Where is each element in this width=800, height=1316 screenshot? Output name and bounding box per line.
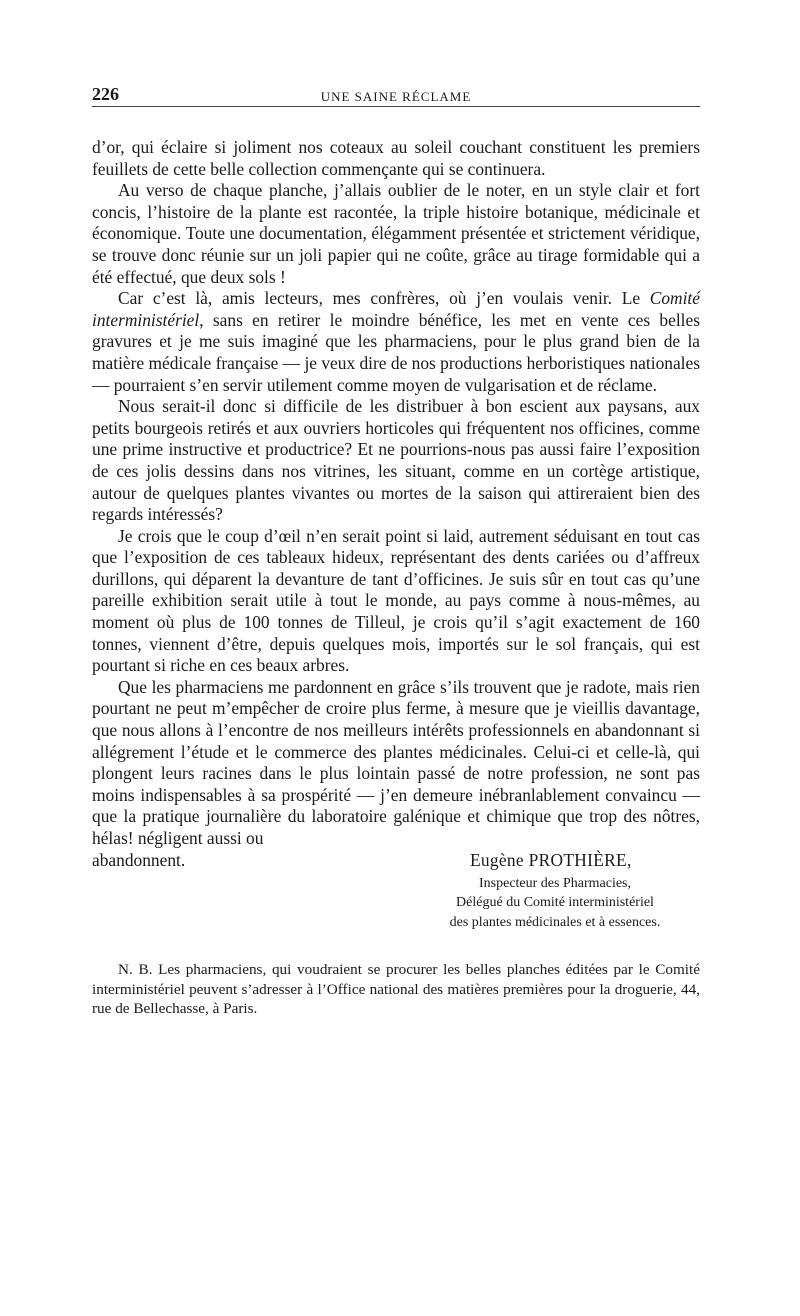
page-header: [92, 80, 700, 107]
page-number: 226: [92, 84, 119, 104]
paragraph-3-end: , sans en retirer le moindre bénéfice, les met en vente ces belles gravures et je me suis imaginé que les pharmaciens, pour le plus grand bien de la matière médicale française — je veux dire de nos productions herboristiques nationales — pourraient s’en servir utilement comme moyen de vulgarisation et de réclame.: [92, 309, 700, 395]
closing-word: abandonnent.: [92, 849, 186, 870]
running-title: UNE SAINE RÉCLAME: [320, 89, 472, 104]
author-titles: [92, 874, 700, 933]
author-title-3: des plantes médicinales et à essences.: [449, 914, 661, 930]
author-title-1: Inspecteur des Pharmacies,: [479, 875, 631, 891]
paragraph-3: [92, 288, 700, 396]
footnote-nb: N. B. Les pharmaciens, qui voudraient se procurer les belles planches éditées par le Comité interministériel peuvent s’adresser à l’Office national des matières premières pour la droguerie, 44, rue de Bellechasse, à Paris.: [92, 961, 700, 1017]
comite-interministeriel-italic: Comité interministériel: [92, 288, 700, 330]
page: [92, 80, 700, 1034]
author-signature: [470, 850, 632, 872]
paragraph-3-start: Car c’est là, amis lecteurs, mes confrères, où j’en voulais venir. Le: [118, 288, 650, 309]
closing-line: [92, 850, 700, 872]
paragraph-5: Je crois que le coup d’œil n’en serait point si laid, autrement séduisant en tout cas que l’exposition de ces tableaux hideux, représentant des dents cariées ou d’affreux durillons, qui déparent la devanture de tant d’officines. Je suis sûr en tout cas qu’une pareille exhibition serait utile à tout le monde, au pays comme à nous-mêmes, au moment où plus de 100 tonnes de Tilleul, je crois qu’il s’agit exactement de 160 tonnes, viennent d’être, depuis quelques mois, importés sur le sol français, qui est pourtant si riche en ces beaux arbres.: [92, 525, 700, 676]
author-first-name: Eugène: [470, 849, 529, 870]
paragraph-1: d’or, qui éclaire si joliment nos coteaux au soleil couchant constituent les premiers feuillets de cette belle collection commençante qui se continuera.: [92, 137, 700, 179]
paragraph-6: Que les pharmaciens me pardonnent en grâce s’ils trouvent que je radote, mais rien pourtant ne peut m’empêcher de croire plus ferme, à mesure que je vieillis davantage, que nous allons à l’encontre de nos meilleurs intérêts professionnels en abandonnant si allégrement l’étude et le commerce des plantes médicinales. Celui-ci et celle-là, qui plongent leurs racines dans le plus lointain passé de notre profession, ne sont pas moins indispensables à sa prospérité — j’en demeure inébranlablement convaincu — que la pratique journalière du laboratoire galénique et chimique que trop des nôtres, hélas! négligent aussi ou: [92, 676, 700, 848]
article-body: [92, 137, 700, 850]
paragraph-2: Au verso de chaque planche, j’allais oublier de le noter, en un style clair et fort concis, l’histoire de la plante est racontée, la triple histoire botanique, médicinale et économique. Toute une documentation, élégamment présentée et strictement véridique, se trouve donc réunie sur un joli papier qui ne coûte, grâce au tirage formidable qui a été effectué, que deux sols !: [92, 180, 700, 287]
author-last-name: PROTHIÈRE,: [528, 849, 632, 870]
paragraph-4: Nous serait-il donc si difficile de les distribuer à bon escient aux paysans, aux petits bourgeois retirés et aux ouvriers horticoles qui fréquentent nos officines, comme une prime instructive et productrice? Et ne pourrions-nous pas aussi faire l’exposition de ces jolis dessins dans nos vitrines, les situant, comme en un cortège artistique, autour de quelques plantes vivantes ou mortes de la saison qui attireraient bien des regards intéressés?: [92, 396, 700, 525]
author-title-2: Délégué du Comité interministériel: [456, 895, 654, 911]
